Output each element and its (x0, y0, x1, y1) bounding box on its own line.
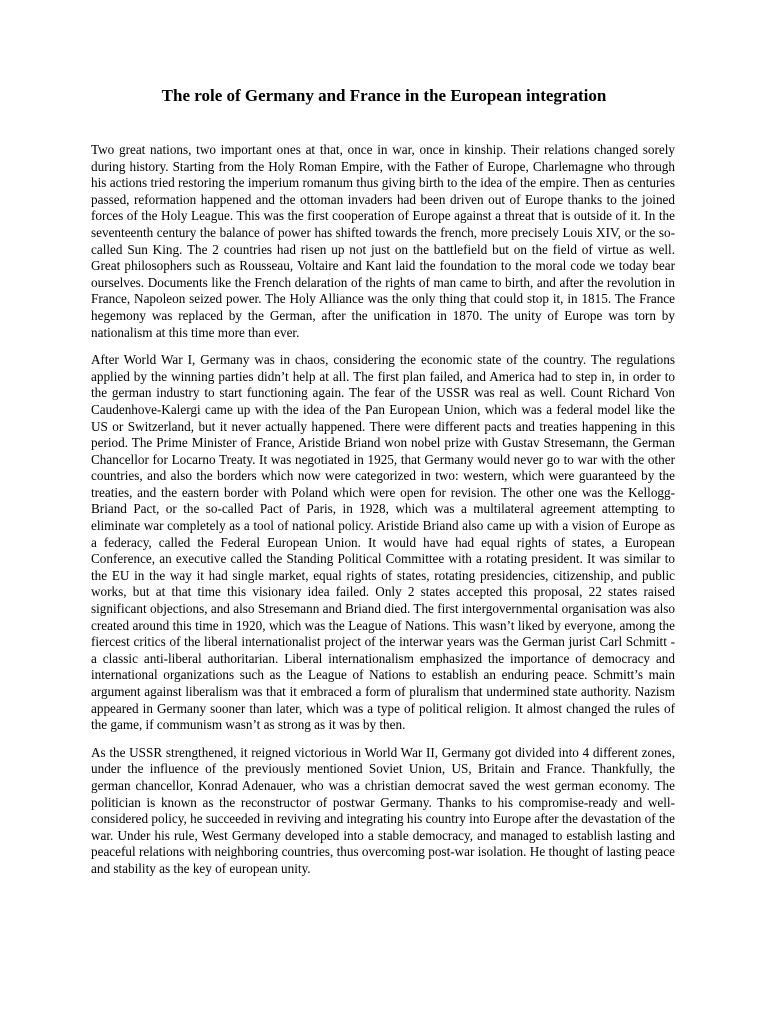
document-title: The role of Germany and France in the European integration (161, 86, 607, 105)
paragraph: As the USSR strengthened, it reigned victorious in World War II, Germany got divided into 4 different zones, under the influence of the previously mentioned Soviet Union, US, Britain and France. Thankfully, the german chancellor, Konrad Adenauer, who was a christian democrat saved the west german economy. The politician is known as the reconstructor of postwar Germany. Thanks to his compromise-ready and well-considered policy, he succeeded in reviving and integrating his country into Europe after the devastation of the war. Under his rule, West Germany developed into a stable democracy, and managed to establish lasting and peaceful relations with neighboring countries, thus overcoming post-war isolation. He thought of lasting peace and stability as the key of european unity. (91, 744, 675, 876)
paragraph: After World War I, Germany was in chaos, considering the economic state of the country. The regulations applied by the winning parties didn’t help at all. The first plan failed, and America had to step in, in order to the german industry to start functioning again. The fear of the USSR was real as well. Count Richard Von Caudenhove-Kalergi came up with the idea of the Pan European Union, which was a federal model like the US or Switzerland, but it never actually happened. There were different pacts and treaties happening in this period. The Prime Minister of France, Aristide Briand won nobel prize with Gustav Stresemann, the German Chancellor for Locarno Treaty. It was negotiated in 1925, that Germany would never go to war with the other countries, and also the borders which now were categorized in two: western, which were guaranteed by the treaties, and the eastern border with Poland which were open for revision. The other one was the Kellogg-Briand Pact, or the so-called Pact of Paris, in 1928, which was a multilateral agreement attempting to eliminate war completely as a tool of national policy. Aristide Briand also came up with a vision of Europe as a federacy, called the Federal European Union. It would have had equal rights of states, a European Conference, an executive called the Standing Political Committee with a rotating president. It was similar to the EU in the way it had single market, equal rights of states, rotating presidencies, citizenship, and public works, but at that time this visionary idea failed. Only 2 states accepted this proposal, 22 states raised significant objections, and also Stresemann and Briand died. The first intergovernmental organisation was also created around this time in 1920, which was the League of Nations. This wasn’t liked by everyone, among the fiercest critics of the liberal internationalist project of the interwar years was the German jurist Carl Schmitt - a classic anti-liberal authoritarian. Liberal internationalism emphasized the importance of democracy and international organizations such as the League of Nations to establish an enduring peace. Schmitt’s main argument against liberalism was that it embraced a form of pluralism that undermined state authority. Nazism appeared in Germany sooner than later, which was a type of political religion. It almost changed the rules of the game, if communism wasn’t as strong as it was by then. (91, 352, 675, 733)
paragraph: Two great nations, two important ones at that, once in war, once in kinship. Their relations changed sorely during history. Starting from the Holy Roman Empire, with the Father of Europe, Charlemagne who through his actions tried restoring the imperium romanum thus giving birth to the idea of the empire. Then as centuries passed, reformation happened and the ottoman invaders had been driven out of Europe thanks to the joined forces of the Holy League. This was the first cooperation of Europe against a threat that is outside of it. In the seventeenth century the balance of power has shifted towards the french, more precisely Louis XIV, or the so-called Sun King. The 2 countries had risen up not just on the battlefield but on the field of virtue as well. Great philosophers such as Rousseau, Voltaire and Kant laid the foundation to the moral code we today bear ourselves. Documents like the French delaration of the rights of man came to birth, and after the revolution in France, Napoleon seized power. The Holy Alliance was the only thing that could stop it, in 1815. The France hegemony was replaced by the German, after the unification in 1870. The unity of Europe was torn by nationalism at this time more than ever. (91, 142, 675, 340)
document-body (91, 142, 675, 889)
